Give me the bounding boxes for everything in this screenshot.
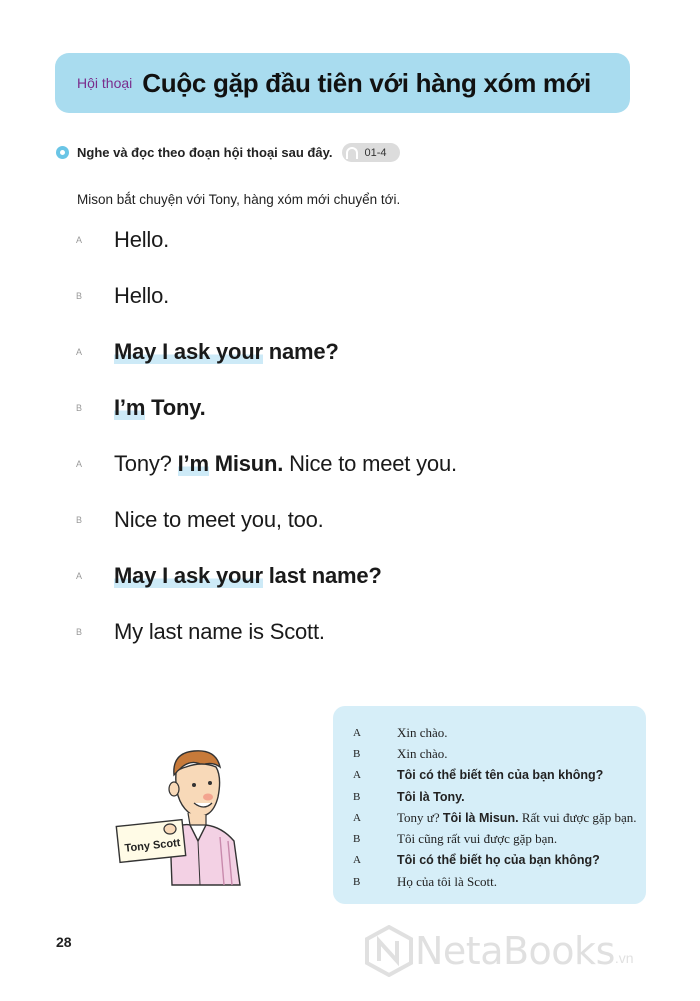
speaker-label: B: [76, 627, 83, 637]
bullet-icon: [56, 146, 69, 159]
dialog-text: [114, 339, 339, 365]
watermark-brand: NetaBooks: [415, 929, 615, 973]
dialog-text-part: Hello.: [114, 283, 170, 308]
translation-row: [333, 743, 646, 764]
dialog-text: [114, 395, 206, 421]
dialog-line: [76, 225, 169, 255]
dialog-text-part: Hello.: [114, 227, 170, 252]
translation-row: [333, 850, 646, 871]
translation-speaker: A: [353, 854, 361, 867]
dialog-line: [76, 281, 169, 311]
dialog-text: [114, 563, 382, 589]
translation-text: [397, 809, 636, 827]
translation-text-part: Xin chào.: [397, 745, 448, 761]
translation-text: [397, 788, 465, 806]
translation-speaker: A: [353, 811, 361, 824]
dialog-line: [76, 617, 325, 647]
speaker-label: A: [76, 347, 83, 357]
translation-row: [333, 765, 646, 786]
translation-text: [397, 830, 557, 848]
instruction-text: Nghe và đọc theo đoạn hội thoại sau đây.: [77, 145, 333, 160]
speaker-label: A: [76, 459, 83, 469]
lesson-header: [55, 53, 630, 113]
translation-text: [397, 766, 603, 784]
translation-text: [397, 724, 448, 742]
translation-text-part: Xin chào.: [397, 724, 448, 740]
speaker-label: B: [76, 403, 83, 413]
sign-text: Tony Scott: [124, 836, 182, 855]
watermark-suffix: .vn: [614, 950, 634, 966]
translation-text-part: Tôi là Misun.: [442, 810, 519, 825]
dialog-text-part: name?: [262, 339, 339, 364]
headphones-icon: [346, 147, 358, 159]
dialog-text: [114, 283, 169, 309]
dialog-text-part: Tony?: [114, 451, 178, 476]
audio-track-label: 01-4: [364, 146, 387, 159]
dialog-text-part: May I ask your: [114, 339, 263, 364]
dialog-line: [76, 505, 324, 535]
watermark: [363, 925, 634, 977]
translation-text: [397, 745, 448, 763]
translation-text-part: Tôi là Tony.: [397, 789, 465, 804]
header-tag: Hội thoại: [77, 75, 133, 91]
translation-box: [333, 706, 646, 904]
dialog-line: [76, 449, 457, 479]
translation-speaker: B: [353, 790, 361, 803]
dialog-text-part: Nice to meet you.: [283, 451, 457, 476]
translation-text: [397, 873, 497, 891]
audio-track-button[interactable]: [342, 143, 400, 162]
translation-text-part: Rất vui được gặp bạn.: [518, 809, 637, 825]
translation-row: [333, 807, 646, 828]
dialog-text-part: Nice to meet you, too.: [114, 507, 324, 532]
translation-row: [333, 786, 646, 807]
dialog-line: [76, 561, 382, 591]
dialog-text-part: I’m: [177, 451, 209, 476]
instruction: [56, 143, 400, 162]
page-number: 28: [56, 934, 72, 950]
intro-text: Mison bắt chuyện với Tony, hàng xóm mới chuyển tới.: [77, 192, 401, 207]
netabooks-logo-icon: [363, 925, 415, 977]
translation-list: [333, 722, 646, 892]
dialog-text: [114, 227, 169, 253]
translation-speaker: B: [353, 747, 361, 760]
dialog-text-part: last name?: [262, 563, 382, 588]
translation-text-part: Tôi có thể biết họ của bạn không?: [397, 853, 600, 868]
dialog-line: [76, 337, 339, 367]
translation-speaker: B: [353, 833, 361, 846]
tony-illustration: [112, 745, 257, 890]
page-title: Cuộc gặp đầu tiên với hàng xóm mới: [142, 67, 591, 98]
translation-text-part: Tony ư?: [397, 809, 443, 825]
dialog-text-part: Misun.: [208, 451, 284, 476]
translation-text: [397, 851, 600, 869]
dialog-text-part: May I ask your: [114, 563, 263, 588]
dialog-line: [76, 393, 206, 423]
speaker-label: B: [76, 515, 83, 525]
dialog-text: [114, 507, 324, 533]
translation-speaker: A: [353, 726, 361, 739]
dialog-text-part: I’m: [114, 395, 146, 420]
speaker-label: B: [76, 291, 83, 301]
translation-row: [333, 871, 646, 892]
translation-row: [333, 828, 646, 849]
translation-text-part: Tôi có thể biết tên của bạn không?: [397, 768, 604, 783]
speaker-label: A: [76, 235, 83, 245]
dialog-text: [114, 619, 325, 645]
dialog-text-part: Tony.: [145, 395, 206, 420]
translation-text-part: Họ của tôi là Scott.: [397, 873, 498, 889]
dialog-text: [114, 451, 457, 477]
speaker-label: A: [76, 571, 83, 581]
translation-speaker: B: [353, 875, 361, 888]
translation-text-part: Tôi cũng rất vui được gặp bạn.: [397, 831, 558, 847]
translation-speaker: A: [353, 769, 361, 782]
dialog-text-part: My last name is Scott.: [114, 619, 325, 644]
translation-row: [333, 722, 646, 743]
